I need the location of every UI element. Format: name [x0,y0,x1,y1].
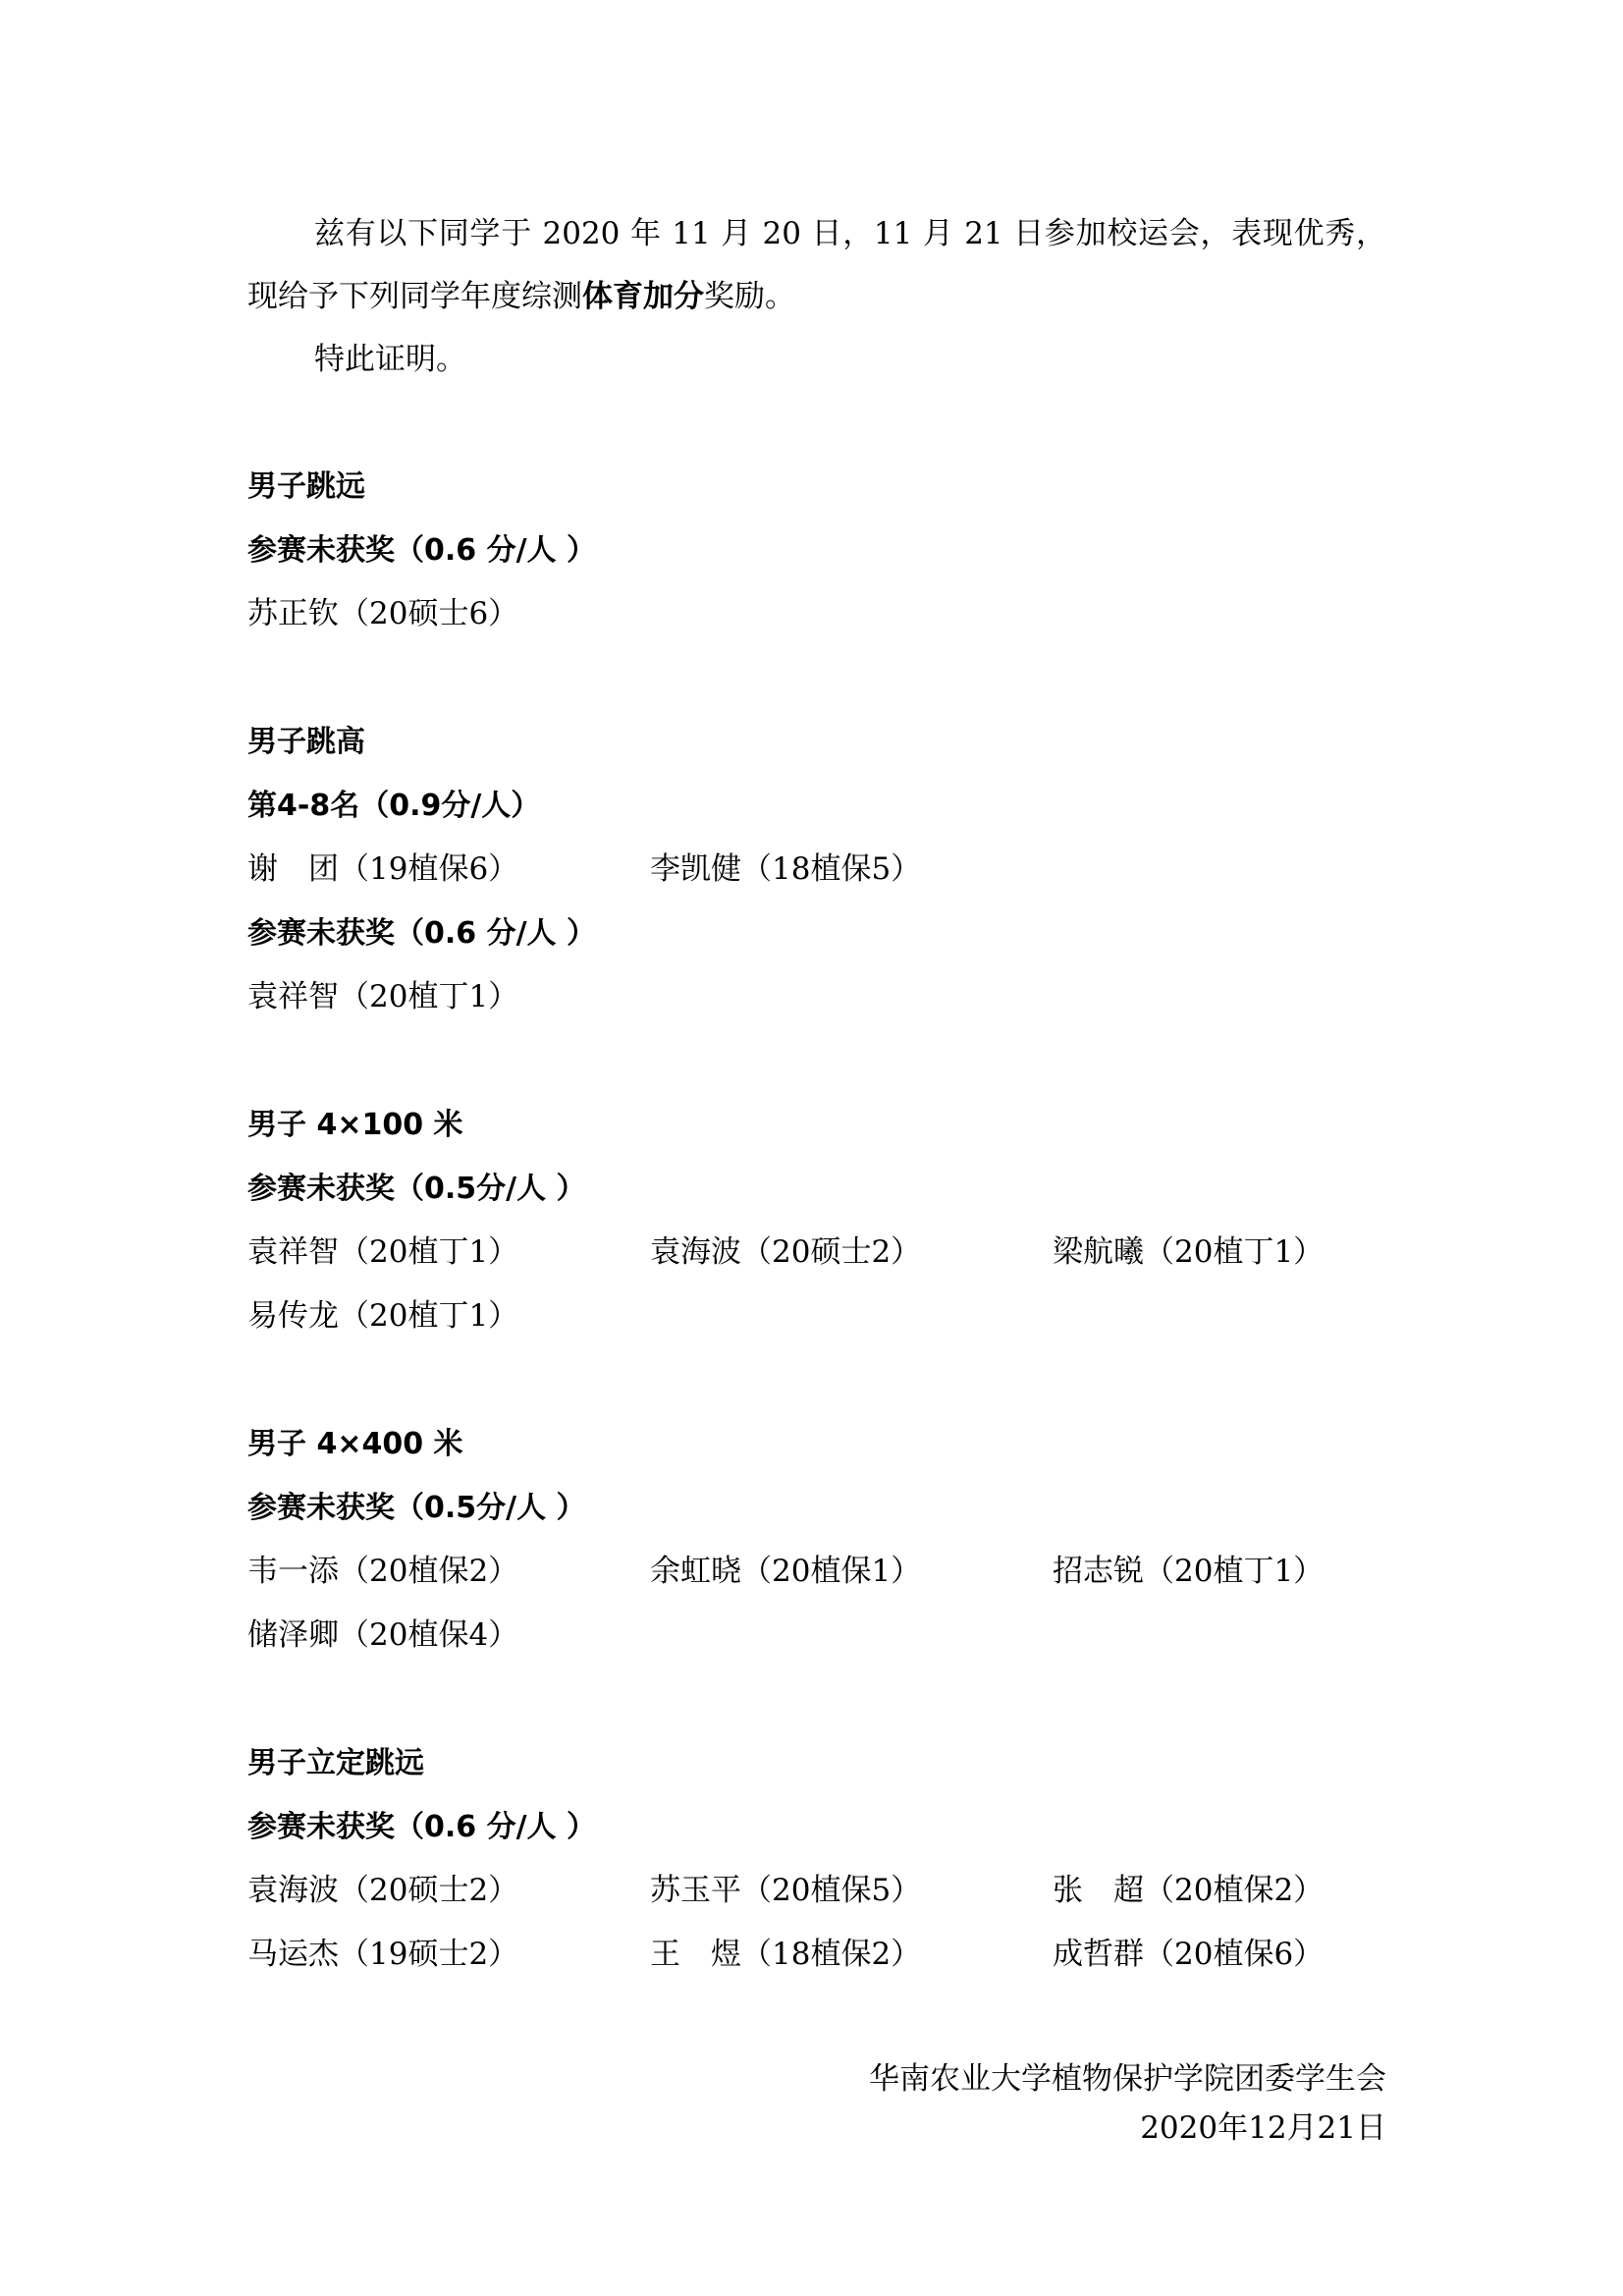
name-entry: 马运杰（19硕士2） [247,1937,519,1972]
section-title: 男子立定跳远 [247,1746,424,1780]
intro-text-part2: 奖励。 [704,279,795,314]
certify-text: 特此证明。 [314,342,466,377]
section-title: 男子 4×400 米 [247,1427,463,1461]
name-entry: 李凯健（18植保5） [650,851,922,887]
name-entry: 袁海波（20硕士2） [650,1234,922,1270]
signature-date: 2020年12月21日 [1140,2110,1386,2146]
section-high-jump [247,710,1386,1029]
spacer [247,646,1386,710]
section-title: 男子跳高 [247,725,365,759]
section-long-jump [247,455,1386,646]
name-list [247,965,1386,1029]
name-list [247,1859,1386,1987]
name-entry: 张 超（20植保2） [1053,1873,1325,1908]
award-category: 参赛未获奖（0.6 分/人 ） [247,533,596,568]
award-category: 参赛未获奖（0.5分/人 ） [247,1172,586,1206]
name-entry: 余虹晓（20植保1） [650,1554,922,1589]
award-category: 参赛未获奖（0.5分/人 ） [247,1491,586,1525]
name-entry: 招志锐（20植丁1） [1053,1554,1325,1589]
name-entry: 苏正钦（20硕士6） [247,596,519,631]
name-entry: 储泽卿（20植保4） [247,1617,519,1653]
name-entry: 苏玉平（20植保5） [650,1873,922,1908]
section-4x400-relay [247,1412,1386,1667]
intro-text-emphasis: 体育加分 [582,279,704,314]
spacer [247,1029,1386,1093]
name-entry: 易传龙（20植丁1） [247,1298,519,1334]
spacer [247,391,1386,455]
name-list [247,582,1386,646]
signature-block [869,2054,1386,2153]
section-4x100-relay [247,1093,1386,1348]
spacer [247,1348,1386,1412]
section-title: 男子跳远 [247,469,365,504]
name-entry: 王 煜（18植保2） [650,1937,922,1972]
award-category: 参赛未获奖（0.6 分/人 ） [247,916,596,951]
spacer [247,1667,1386,1731]
intro-paragraph [247,202,1386,328]
name-entry: 梁航曦（20植丁1） [1053,1234,1325,1270]
name-entry: 袁祥智（20植丁1） [247,1234,519,1270]
name-entry: 袁祥智（20植丁1） [247,979,519,1014]
award-category: 第4-8名（0.9分/人） [247,789,541,823]
name-entry: 成哲群（20植保6） [1053,1937,1325,1972]
section-standing-long-jump [247,1731,1386,1987]
document-body [247,202,1386,1987]
name-entry: 谢 团（19植保6） [247,851,519,887]
award-category: 参赛未获奖（0.6 分/人 ） [247,1810,596,1844]
name-list [247,838,1386,902]
name-entry: 韦一添（20植保2） [247,1554,519,1589]
intro-text-part1: 兹有以下同学于 2020 年 11 月 20 日，11 月 21 日参加校运会，表现优秀，现给予下列同学年度综测 [247,216,1386,314]
section-title: 男子 4×100 米 [247,1108,463,1142]
name-entry: 袁海波（20硕士2） [247,1873,519,1908]
name-list [247,1540,1386,1667]
name-list [247,1221,1386,1348]
signature-org: 华南农业大学植物保护学院团委学生会 [869,2061,1386,2097]
